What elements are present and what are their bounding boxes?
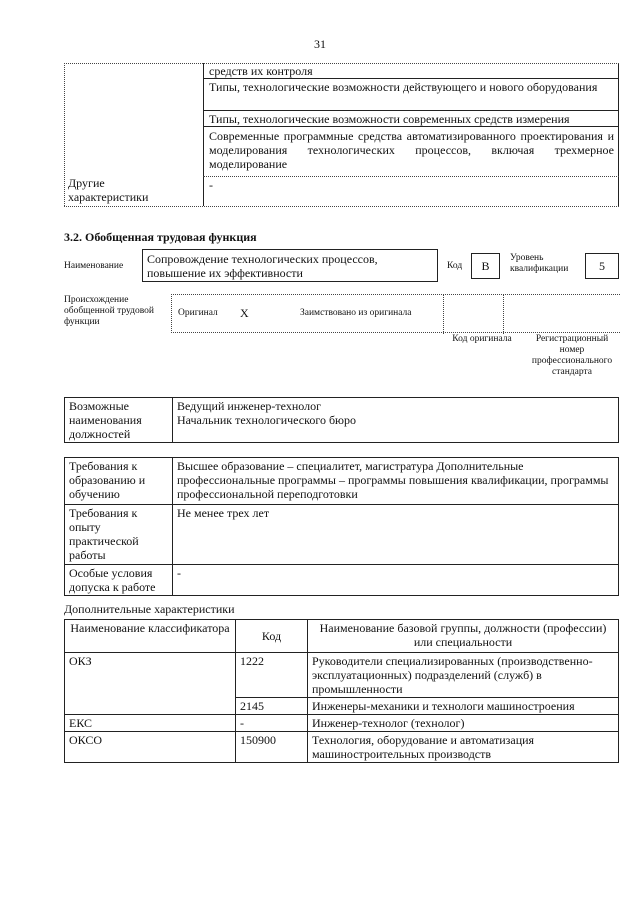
code-cell: - [236, 715, 308, 732]
name-cell: Руководители специализированных (производственно-эксплуатационных) подразделений (служб) в промышленности [308, 653, 619, 698]
header-code: Код [236, 620, 308, 653]
name-cell: Инженеры-механики и технологи машиностроения [308, 698, 619, 715]
req-experience-label: Требования к опыту практической работы [65, 505, 173, 565]
classifier-cell: ОКЗ [65, 653, 236, 715]
original-label: Оригинал [178, 308, 218, 318]
top-table [64, 63, 619, 206]
position-2: Начальник технологического бюро [177, 413, 357, 427]
borrowed-label: Заимствовано из оригинала [300, 308, 412, 318]
header-classifier: Наименование классификатора [65, 620, 236, 653]
code-cell: 150900 [236, 732, 308, 763]
level-label: Уровень квалификации [510, 253, 569, 274]
top-row-3: Типы, технологические возможности современных средств измерения [209, 112, 570, 126]
table-row [65, 653, 619, 698]
name-cell: Инженер-технолог (технолог) [308, 715, 619, 732]
classifier-table [64, 619, 619, 763]
classifier-cell: ОКСО [65, 732, 236, 763]
origin-label: Происхождение обобщенной трудовой функции [64, 295, 154, 327]
req-education-label: Требования к образованию и обучению [65, 458, 173, 505]
code-cell: 2145 [236, 698, 308, 715]
other-characteristics-label: Другие характеристики [68, 176, 149, 204]
table-row [65, 732, 619, 763]
table-row [65, 715, 619, 732]
original-mark: X [240, 306, 249, 320]
top-row-1: средств их контроля [209, 64, 313, 78]
page-number: 31 [314, 37, 326, 51]
code-label: Код [447, 261, 463, 271]
req-conditions-value: - [173, 565, 619, 596]
code-original-label: Код оригинала [452, 334, 512, 344]
position-1: Ведущий инженер-технолог [177, 399, 321, 413]
classifier-cell: ЕКС [65, 715, 236, 732]
top-row-2: Типы, технологические возможности действующего и нового оборудования [209, 80, 598, 94]
code-box: B [471, 253, 500, 279]
additional-title: Дополнительные характеристики [64, 602, 235, 616]
requirements-table [64, 457, 619, 596]
function-name-box: Сопровождение технологических процессов, повышение их эффективности [142, 249, 438, 282]
code-cell: 1222 [236, 653, 308, 698]
name-label: Наименование [64, 261, 124, 271]
req-education-value: Высшее образование – специалитет, магистратура Дополнительные профессиональные программы – программы повышения квалификации, программы профессиональной переподготовки [173, 458, 619, 505]
req-conditions-label: Особые условия допуска к работе [65, 565, 173, 596]
reg-number-label: Регистрационный номер профессионального стандарта [531, 334, 613, 377]
positions-label: Возможные наименования должностей [65, 398, 173, 443]
section-title: 3.2. Обобщенная трудовая функция [64, 230, 257, 244]
top-row-5: - [209, 178, 213, 192]
level-box: 5 [585, 253, 619, 279]
positions-table [64, 397, 619, 443]
top-row-4: Современные программные средства автоматизированного проектирования и моделирования технологических процессов, включая трехмерное моделирование [209, 129, 614, 171]
req-experience-value: Не менее трех лет [173, 505, 619, 565]
header-name: Наименование базовой группы, должности (профессии) или специальности [308, 620, 619, 653]
positions-values [173, 398, 619, 443]
name-cell: Технология, оборудование и автоматизация машиностроительных производств [308, 732, 619, 763]
